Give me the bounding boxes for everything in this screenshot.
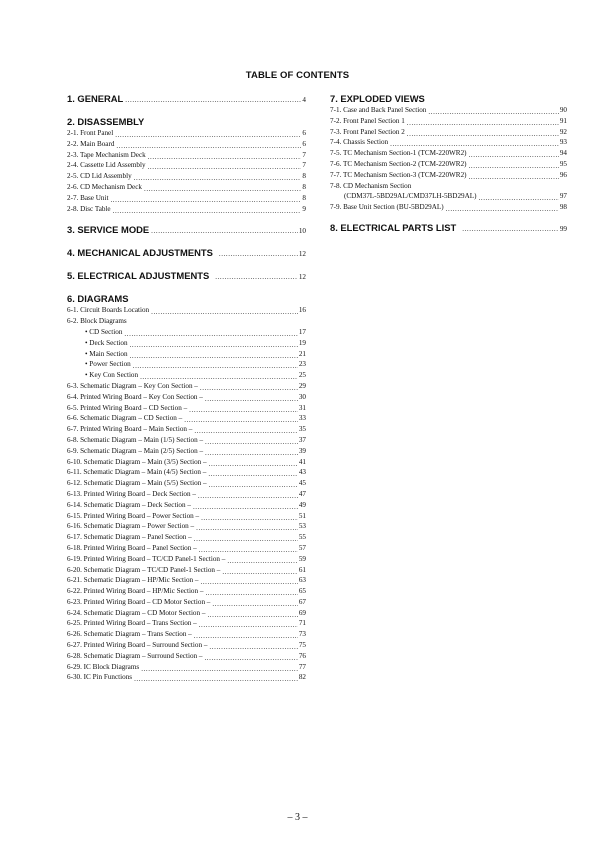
toc-entry-page: 51 [298,511,306,520]
toc-entry[interactable] [67,338,306,349]
heading-label: 7. EXPLODED VIEWS [330,93,425,104]
toc-entry[interactable] [67,193,306,204]
toc-entry-page: 33 [298,414,306,423]
toc-entry[interactable] [330,116,567,127]
heading-label: 3. SERVICE MODE [67,224,150,236]
toc-entry[interactable] [67,586,306,597]
toc-entry-page: 53 [298,522,306,531]
toc-entry[interactable] [67,500,306,511]
heading-label: 8. ELECTRICAL PARTS LIST [330,221,457,233]
toc-entry-label: 7-4. Chassis Section [330,138,389,147]
toc-entry-page: 37 [298,435,306,444]
toc-entry[interactable] [67,554,306,565]
toc-entry-label: 6-7. Printed Wiring Board – Main Section – [67,425,193,434]
toc-entry-page: 69 [298,608,306,617]
toc-entry-label: 6-13. Printed Wiring Board – Deck Section – [67,489,196,498]
toc-entry[interactable] [67,575,306,586]
toc-entry-label: 7-9. Base Unit Section (BU-5BD29AL) [330,203,444,212]
toc-entry[interactable] [67,446,306,457]
toc-entry[interactable] [67,370,306,381]
toc-entry[interactable] [67,597,306,608]
toc-entry-page: 8 [302,182,306,191]
toc-entry-page: 90 [559,106,567,114]
toc-entry[interactable] [330,105,567,116]
toc-entry-page: 57 [298,543,306,552]
toc-entry-label: 2-2. Main Board [67,139,115,148]
toc-heading-electrical-adjustments[interactable] [67,269,306,282]
toc-entry-page: 23 [298,360,306,369]
toc-entry[interactable] [67,467,306,478]
toc-entry[interactable] [67,160,306,171]
toc-entry-label: 6-11. Schematic Diagram – Main (4/5) Section – [67,468,207,477]
toc-entry-page: 43 [298,468,306,477]
toc-heading-diagrams [67,292,306,305]
toc-entry-label: 6-17. Schematic Diagram – Panel Section – [67,533,192,542]
toc-entry[interactable] [67,305,306,316]
toc-entry[interactable] [67,392,306,403]
toc-entry-page: 65 [298,587,306,596]
toc-entry-page: 55 [298,533,306,542]
toc-entry-page: 97 [559,192,567,201]
toc-entry[interactable] [67,608,306,619]
toc-entry[interactable] [330,202,567,213]
toc-entry[interactable] [67,478,306,489]
toc-entry[interactable] [67,349,306,360]
toc-entry[interactable] [67,435,306,446]
toc-entry[interactable] [67,182,306,193]
toc-entry-label: 6-20. Schematic Diagram – TC/CD Panel-1 Section – [67,565,221,574]
toc-entry[interactable] [330,137,567,148]
heading-page: 99 [559,224,567,233]
toc-entry-label: • Main Section [85,349,128,358]
toc-entry-label: • Key Con Section [85,371,139,380]
toc-entry-label: 6-24. Schematic Diagram – CD Motor Section – [67,608,206,617]
toc-entry[interactable] [67,521,306,532]
toc-entry-page: 41 [298,457,306,466]
toc-entry-page: 16 [298,306,306,315]
toc-entry-label: 2-5. CD Lid Assembly [67,172,132,181]
toc-entry-page: 8 [302,193,306,202]
toc-entry[interactable] [67,171,306,182]
toc-entry-label: 6-16. Schematic Diagram – Power Section – [67,522,195,531]
toc-entry-label: 6-6. Schematic Diagram – CD Section – [67,414,183,423]
disassembly-list [67,128,306,214]
toc-heading-disassembly [67,115,306,128]
heading-page: 4 [302,96,306,104]
toc-entry-page: 95 [559,159,567,168]
toc-entry[interactable] [67,662,306,673]
toc-entry-page: 6 [302,129,306,137]
diagrams-list [67,305,306,683]
toc-entry-page: 31 [298,403,306,412]
toc-entry-label: 2-6. CD Mechanism Deck [67,182,142,191]
heading-page: 12 [298,273,306,282]
toc-right-column [330,92,567,234]
toc-entry [330,181,567,192]
toc-entry-page: 76 [298,651,306,660]
toc-entry-label: 2-7. Base Unit [67,193,109,202]
toc-entry-label: 6-29. IC Block Diagrams [67,662,140,671]
heading-label: 5. ELECTRICAL ADJUSTMENTS [67,270,210,282]
toc-entry[interactable] [67,413,306,424]
toc-entry-page: 91 [559,116,567,125]
toc-entry[interactable] [67,457,306,468]
toc-entry-label: 7-8. CD Mechanism Section [330,181,412,190]
toc-entry[interactable] [67,511,306,522]
toc-entry-label: 6-10. Schematic Diagram – Main (3/5) Section – [67,457,207,466]
toc-entry-label: 2-8. Disc Table [67,204,111,213]
toc-entry-label: • Deck Section [85,338,128,347]
toc-entry-label: 7-3. Front Panel Section 2 [330,127,405,136]
toc-entry-label: 6-30. IC Pin Functions [67,673,133,682]
toc-entry[interactable] [67,139,306,150]
exploded-list [330,105,567,213]
toc-heading-electrical-parts-list[interactable] [330,221,567,234]
toc-entry-page: 30 [298,392,306,401]
toc-entry-page: 29 [298,381,306,390]
toc-entry[interactable] [330,191,567,202]
toc-entry-page: 9 [302,204,306,213]
toc-entry-page: 6 [302,139,306,148]
toc-entry[interactable] [67,565,306,576]
toc-entry-page: 75 [298,641,306,650]
toc-entry-page: 98 [559,203,567,212]
heading-label: 1. GENERAL [67,93,124,104]
heading-label: 4. MECHANICAL ADJUSTMENTS [67,247,213,259]
toc-heading-general[interactable] [67,92,306,105]
toc-entry-page: 21 [298,349,306,358]
toc-entry-page: 82 [298,673,306,682]
toc-entry-label: • CD Section [85,327,123,336]
toc-entry-page: 92 [559,127,567,136]
toc-entry-page: 8 [302,172,306,181]
toc-entry-page: 77 [298,662,306,671]
toc-entry-label: 2-4. Cassette Lid Assembly [67,161,146,170]
heading-label: 6. DIAGRAMS [67,293,129,305]
toc-entry-label: 6-2. Block Diagrams [67,317,127,326]
toc-entry[interactable] [330,148,567,159]
page-number: – 3 – [287,812,308,823]
toc-entry-label: 7-5. TC Mechanism Section-1 (TCM-220WR2) [330,149,467,158]
toc-entry-page: 73 [298,630,306,639]
toc-entry-page: 39 [298,446,306,455]
toc-entry-page: 61 [298,565,306,574]
toc-entry-page: 59 [298,554,306,563]
toc-entry[interactable] [67,629,306,640]
toc-entry-label: 6-8. Schematic Diagram – Main (1/5) Section – [67,435,204,444]
toc-entry-label: 6-5. Printed Wiring Board – CD Section – [67,403,188,412]
toc-entry-page: 45 [298,479,306,488]
toc-heading-service-mode[interactable] [67,223,306,236]
toc-entry[interactable] [330,159,567,170]
toc-entry-label: 6-9. Schematic Diagram – Main (2/5) Section – [67,446,204,455]
toc-entry[interactable] [330,127,567,138]
toc-entry-page: 19 [298,338,306,347]
toc-entry-page: 71 [298,619,306,628]
heading-page: 10 [298,227,306,236]
toc-entry[interactable] [67,381,306,392]
toc-entry[interactable] [67,640,306,651]
heading-page: 12 [298,250,306,259]
toc-entry-label: 6-21. Schematic Diagram – HP/Mic Section – [67,576,199,585]
toc-entry [67,316,306,327]
toc-entry-page: 35 [298,425,306,434]
toc-entry-label: (CDM37L-5BD29AL/CMD37LH-5BD29AL) [344,192,477,201]
toc-entry-label: 6-12. Schematic Diagram – Main (5/5) Section – [67,479,207,488]
toc-entry-page: 67 [298,597,306,606]
toc-entry[interactable] [67,403,306,414]
toc-entry-label: 6-26. Schematic Diagram – Trans Section – [67,630,192,639]
toc-entry[interactable] [67,618,306,629]
toc-entry-page: 96 [559,170,567,179]
toc-entry-label: 6-14. Schematic Diagram – Deck Section – [67,500,191,509]
toc-entry-label: 7-6. TC Mechanism Section-2 (TCM-220WR2) [330,159,467,168]
toc-entry[interactable] [67,532,306,543]
toc-entry-label: 6-15. Printed Wiring Board – Power Section – [67,511,200,520]
toc-entry-page: 7 [302,161,306,170]
toc-entry-page: 49 [298,500,306,509]
toc-entry[interactable] [67,128,306,139]
toc-heading-exploded-views [330,92,567,105]
toc-entry-page: 94 [559,149,567,158]
toc-entry[interactable] [67,204,306,215]
toc-entry[interactable] [67,651,306,662]
toc-entry-page: 93 [559,138,567,147]
toc-entry-label: 6-18. Printed Wiring Board – Panel Section – [67,543,197,552]
toc-entry-label: 6-22. Printed Wiring Board – HP/Mic Section – [67,587,204,596]
toc-entry-page: 25 [298,371,306,380]
heading-label: 2. DISASSEMBLY [67,116,145,127]
toc-entry[interactable] [67,672,306,683]
toc-entry-label: • Power Section [85,360,131,369]
toc-entry-label: 7-2. Front Panel Section 1 [330,116,405,125]
toc-entry-label: 6-27. Printed Wiring Board – Surround Section – [67,641,208,650]
toc-entry-label: 7-1. Case and Back Panel Section [330,106,427,114]
toc-entry-label: 2-1. Front Panel [67,129,114,137]
toc-entry-page: 17 [298,327,306,336]
toc-entry[interactable] [67,424,306,435]
toc-entry-page: 7 [302,150,306,159]
toc-entry-label: 6-3. Schematic Diagram – Key Con Section – [67,381,198,390]
toc-entry[interactable] [67,327,306,338]
page-title: TABLE OF CONTENTS [245,70,350,81]
toc-entry-label: 6-23. Printed Wiring Board – CD Motor Section – [67,597,211,606]
toc-entry-label: 6-28. Schematic Diagram – Surround Section – [67,651,203,660]
toc-entry-label: 2-3. Tape Mechanism Deck [67,150,146,159]
toc-entry-label: 6-19. Printed Wiring Board – TC/CD Panel-1 Section – [67,554,226,563]
toc-entry[interactable] [330,170,567,181]
toc-entry[interactable] [67,489,306,500]
toc-entry-label: 6-25. Printed Wiring Board – Trans Section – [67,619,197,628]
toc-entry-label: 6-4. Printed Wiring Board – Key Con Section – [67,392,203,401]
toc-entry-label: 7-7. TC Mechanism Section-3 (TCM-220WR2) [330,170,467,179]
toc-left-column [67,92,306,683]
toc-entry[interactable] [67,543,306,554]
toc-entry-page: 47 [298,489,306,498]
toc-entry[interactable] [67,359,306,370]
toc-heading-mechanical-adjustments[interactable] [67,246,306,259]
toc-entry-label: 6-1. Circuit Boards Location [67,306,150,315]
toc-entry-page: 63 [298,576,306,585]
toc-entry[interactable] [67,150,306,161]
